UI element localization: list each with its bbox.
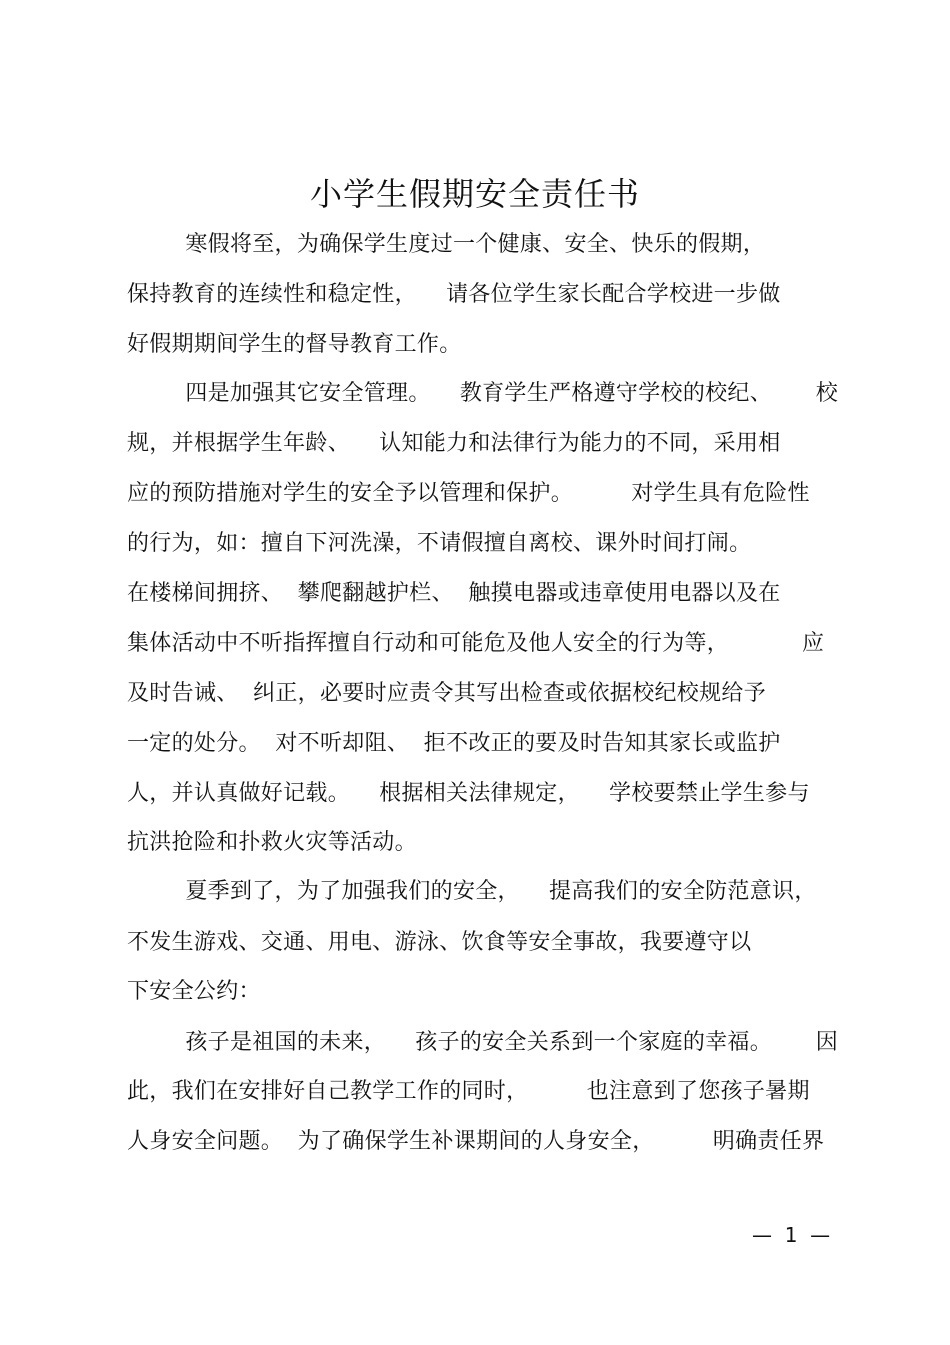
body-line: 的行为，如：擅自下河洗澡，不请假擅自离校、课外时间打闹。 [127, 531, 752, 556]
body-line: 及时告诫、 纠正，必要时应责令其写出检查或依据校纪校规给予 [127, 681, 766, 706]
body-line: 规，并根据学生年龄、 认知能力和法律行为能力的不同，采用相 [127, 431, 781, 456]
body-line: 应的预防措施对学生的安全予以管理和保护。 对学生具有危险性 [127, 481, 810, 506]
body-line: 人，并认真做好记载。 根据相关法律规定， 学校要禁止学生参与 [127, 781, 810, 806]
body-line: 不发生游戏、交通、用电、游泳、饮食等安全事故，我要遵守以 [127, 930, 752, 955]
body-line: 集体活动中不听指挥擅自行动和可能危及他人安全的行为等， 应 [127, 631, 825, 656]
body-line: 孩子是祖国的未来， 孩子的安全关系到一个家庭的幸福。 因 [127, 1030, 839, 1055]
body-line: 保持教育的连续性和稳定性， 请各位学生家长配合学校进一步做 [127, 282, 781, 307]
document-title: 小学生假期安全责任书 [309, 175, 640, 213]
body-line: 四是加强其它安全管理。 教育学生严格遵守学校的校纪、 校 [127, 381, 839, 406]
body-line: 一定的处分。 对不听却阻、 拒不改正的要及时告知其家长或监护 [127, 731, 781, 756]
body-line: 好假期期间学生的督导教育工作。 [127, 332, 462, 357]
body-line: 人身安全问题。 为了确保学生补课期间的人身安全， 明确责任界 [127, 1129, 825, 1154]
body-line: 夏季到了，为了加强我们的安全， 提高我们的安全防范意识， [127, 879, 817, 904]
body-line: 寒假将至，为确保学生度过一个健康、安全、快乐的假期， [127, 232, 766, 257]
page-number: — 1 — [752, 1223, 831, 1247]
body-line: 下安全公约： [127, 979, 261, 1004]
body-line: 抗洪抢险和扑救火灾等活动。 [127, 830, 417, 855]
body-line: 此，我们在安排好自己教学工作的同时， 也注意到了您孩子暑期 [127, 1079, 810, 1104]
body-line: 在楼梯间拥挤、 攀爬翻越护栏、 触摸电器或违章使用电器以及在 [127, 581, 781, 606]
